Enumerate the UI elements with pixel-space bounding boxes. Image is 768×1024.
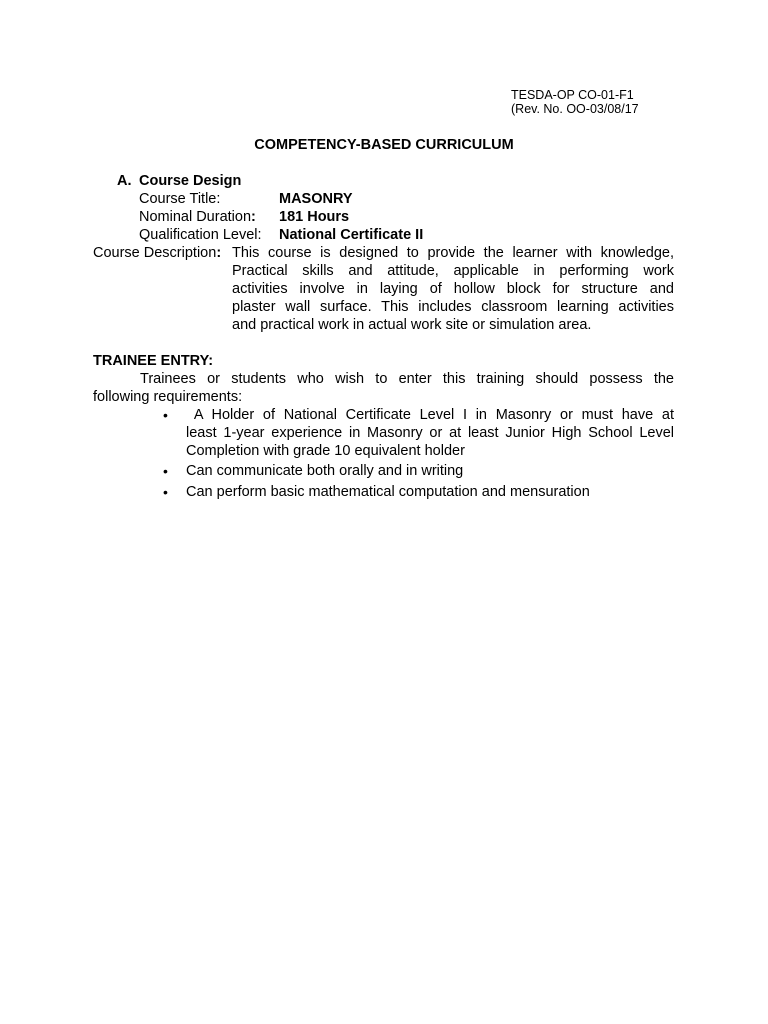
qualification-level-label: Qualification Level: bbox=[139, 227, 262, 243]
course-title-value: MASONRY bbox=[279, 191, 353, 207]
requirement-line: Can perform basic mathematical computation and mensuration bbox=[186, 484, 590, 500]
course-description-colon: : bbox=[216, 245, 222, 261]
description-line: plaster wall surface. This includes classroom learning activities bbox=[232, 299, 674, 315]
description-line: This course is designed to provide the learner with knowledge, bbox=[232, 245, 674, 261]
form-code: TESDA-OP CO-01-F1 bbox=[511, 88, 634, 102]
requirement-line: Can communicate both orally and in writing bbox=[186, 463, 464, 479]
nominal-duration-value: 181 Hours bbox=[279, 209, 350, 225]
description-line: Practical skills and attitude, applicable in performing work bbox=[232, 263, 674, 279]
nominal-duration-label bbox=[139, 208, 256, 226]
requirement-line: Completion with grade 10 equivalent holder bbox=[186, 443, 465, 459]
form-code-block bbox=[511, 88, 639, 116]
course-title-label: Course Title: bbox=[139, 191, 221, 207]
qualification-level-value: National Certificate II bbox=[279, 227, 424, 243]
nominal-duration-colon: : bbox=[251, 209, 256, 225]
requirement-line: least 1-year experience in Masonry or at least Junior High School Level bbox=[186, 425, 674, 441]
requirement-line: A Holder of National Certificate Level I in Masonry or must have at bbox=[186, 407, 674, 423]
description-line: and practical work in actual work site or simulation area. bbox=[232, 317, 592, 333]
bullet-icon: • bbox=[163, 484, 168, 500]
revision-number: (Rev. No. OO-03/08/17 bbox=[511, 102, 639, 116]
section-a-heading: Course Design bbox=[139, 173, 242, 189]
nominal-duration-label-text: Nominal Duration bbox=[139, 209, 252, 225]
trainee-entry-intro-line: following requirements: bbox=[93, 389, 243, 405]
bullet-icon: • bbox=[163, 463, 168, 479]
description-line: activities involve in laying of hollow block for structure and bbox=[232, 281, 674, 297]
section-a-letter: A. bbox=[117, 173, 132, 189]
course-description-label bbox=[93, 244, 221, 262]
trainee-entry-heading: TRAINEE ENTRY: bbox=[93, 353, 214, 369]
trainee-entry-intro-line: Trainees or students who wish to enter this training should possess the bbox=[140, 371, 674, 387]
document-title: COMPETENCY-BASED CURRICULUM bbox=[254, 137, 514, 153]
course-description-label-text: Course Description bbox=[93, 245, 217, 261]
bullet-icon: • bbox=[163, 407, 168, 423]
